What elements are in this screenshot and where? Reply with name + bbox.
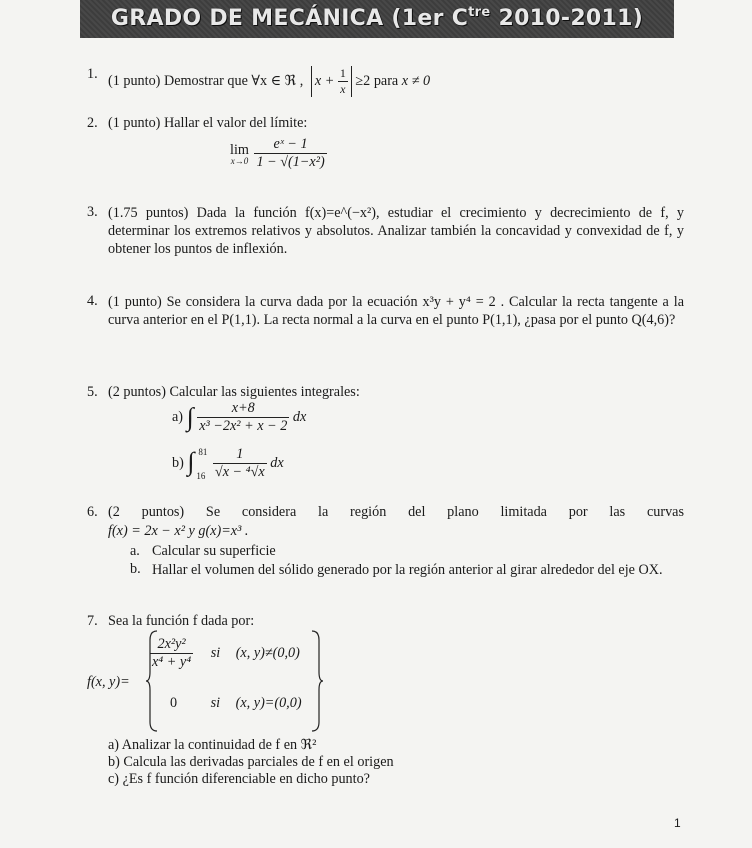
q7-number: 7.	[87, 613, 98, 629]
q2-limit: lim x→0 $\frac{\text{eˣ − 1}}{\text{1 − √(1−x²)}}$	[230, 136, 325, 170]
q3-text: (1.75 puntos) Dada la función f(x)=e^(−x²), estudiar el crecimiento y decrecimiento de f, y determinar los extremos relativos y absolutos. Analizar también la concavidad y convexidad de f, y obtener los puntos de inflexión.	[108, 205, 684, 257]
q7-item-a: a) Analizar la continuidad de f en ℜ²	[108, 737, 317, 753]
q7-text: Sea la función f dada por:	[108, 613, 255, 629]
q6-number: 6.	[87, 504, 98, 520]
q7-item-b: b) Calcula las derivadas parciales de f en el origen	[108, 754, 394, 770]
q4-number: 4.	[87, 293, 98, 309]
q2-number: 2.	[87, 115, 98, 131]
page-number: 1	[674, 816, 681, 830]
q5-integral-a: a) ∫ $\frac{x+8}{\text{x³ −2x² + x − 2}}$ dx	[172, 400, 307, 434]
q7-function-name: f(x, y)=	[87, 674, 130, 690]
q7-case2: 0 si (x, y)=(0,0)	[170, 695, 302, 711]
q6-b-text: Hallar el volumen del sólido generado por la región anterior al girar alrededor del eje OX.	[152, 562, 663, 578]
q7-right-brace	[310, 630, 324, 732]
q2-text: (1 punto) Hallar el valor del límite:	[108, 115, 308, 131]
q1-text: (1 punto) Demostrar que ∀x ∈ ℜ , x + $\frac{1}{x}$ ≥2 para x ≠ 0	[108, 66, 431, 96]
q5-text: (2 puntos) Calcular las siguientes integrales:	[108, 384, 360, 400]
q7-case1: $\frac{\text{2x²y²}}{\text{x⁴ + y⁴}}$ si (x, y)≠(0,0)	[152, 636, 300, 670]
q7-item-c: c) ¿Es f función diferenciable en dicho punto?	[108, 771, 370, 787]
q6-line2: f(x) = 2x − x² y g(x)=x³ .	[108, 523, 249, 539]
q6-a-text: Calcular su superficie	[152, 543, 276, 559]
q6-a-label: a.	[130, 543, 140, 559]
q6-line1: (2 puntos) Se considera la región del plano limitada por las curvas	[108, 504, 684, 520]
header-title: GRADO DE MECÁNICA (1er $C^{tre}$ 2010-2011)	[110, 5, 644, 31]
q3-number: 3.	[87, 204, 98, 220]
header-banner	[80, 0, 674, 38]
q6-b-label: b.	[130, 561, 141, 577]
q1-number: 1.	[87, 66, 98, 82]
q4-text: (1 punto) Se considera la curva dada por la ecuación x³y + y⁴ = 2 . Calcular la recta tangente a la curva anterior en el P(1,1). La recta normal a la curva en el punto P(1,1), ¿pasa por el punto Q(4,6)?	[108, 294, 684, 328]
q5-number: 5.	[87, 384, 98, 400]
q1-abs-expression: x + $\frac{1}{x}$	[311, 66, 352, 97]
q5-integral-b: b) ∫ 81 16 $\frac{1}{\text{√x − ⁴√x}}$ dx	[172, 446, 284, 481]
